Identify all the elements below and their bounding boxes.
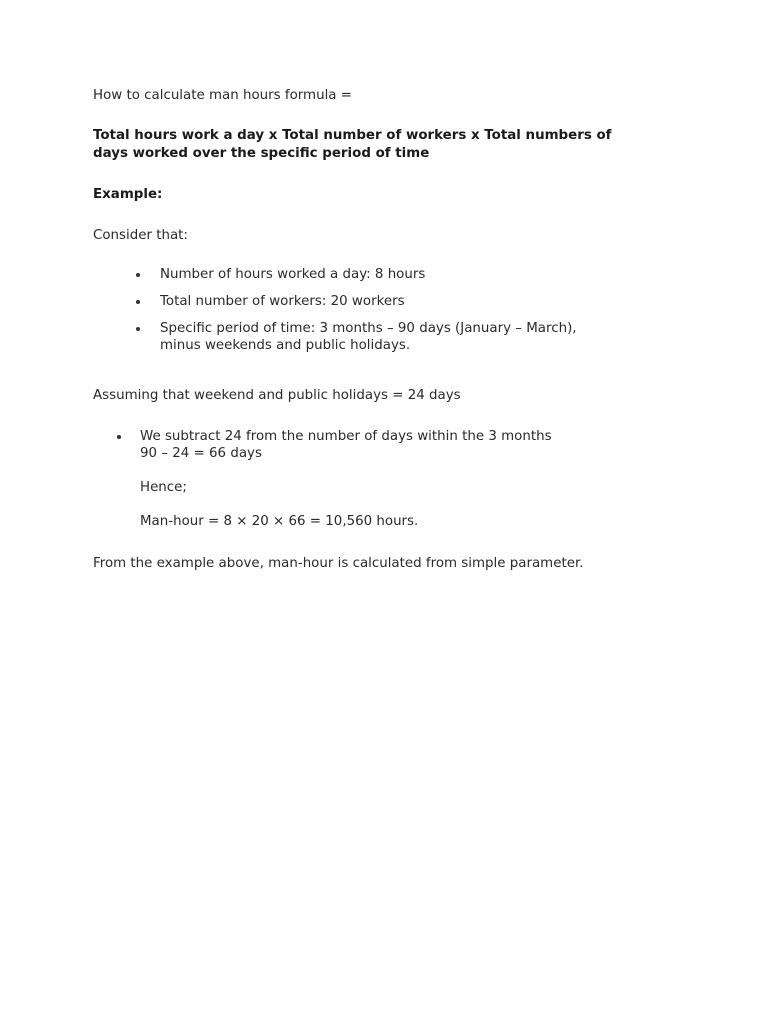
step-line-2: 90 – 24 = 66 days	[140, 446, 262, 461]
formula-line-1: Total hours work a day x Total number of workers x Total numbers of	[93, 128, 612, 143]
assuming-text: Assuming that weekend and public holidays = 24 days	[93, 388, 461, 403]
document-title: How to calculate man hours formula =	[93, 88, 352, 103]
formula-line-2: days worked over the specific period of time	[93, 146, 430, 161]
step-line-1: We subtract 24 from the number of days within the 3 months	[140, 429, 552, 444]
list-item-continuation: minus weekends and public holidays.	[160, 338, 411, 353]
bullet-icon	[136, 327, 140, 331]
hence-text: Hence;	[140, 480, 187, 495]
example-heading: Example:	[93, 187, 163, 202]
bullet-icon	[136, 273, 140, 277]
bullet-icon	[117, 435, 121, 439]
list-item: Number of hours worked a day: 8 hours	[160, 267, 426, 282]
conclusion-text: From the example above, man-hour is calculated from simple parameter.	[93, 556, 584, 571]
result-text: Man-hour = 8 × 20 × 66 = 10,560 hours.	[140, 514, 419, 529]
consider-text: Consider that:	[93, 228, 188, 243]
list-item: Specific period of time: 3 months – 90 days (January – March),	[160, 321, 577, 336]
bullet-icon	[136, 300, 140, 304]
list-item: Total number of workers: 20 workers	[160, 294, 405, 309]
